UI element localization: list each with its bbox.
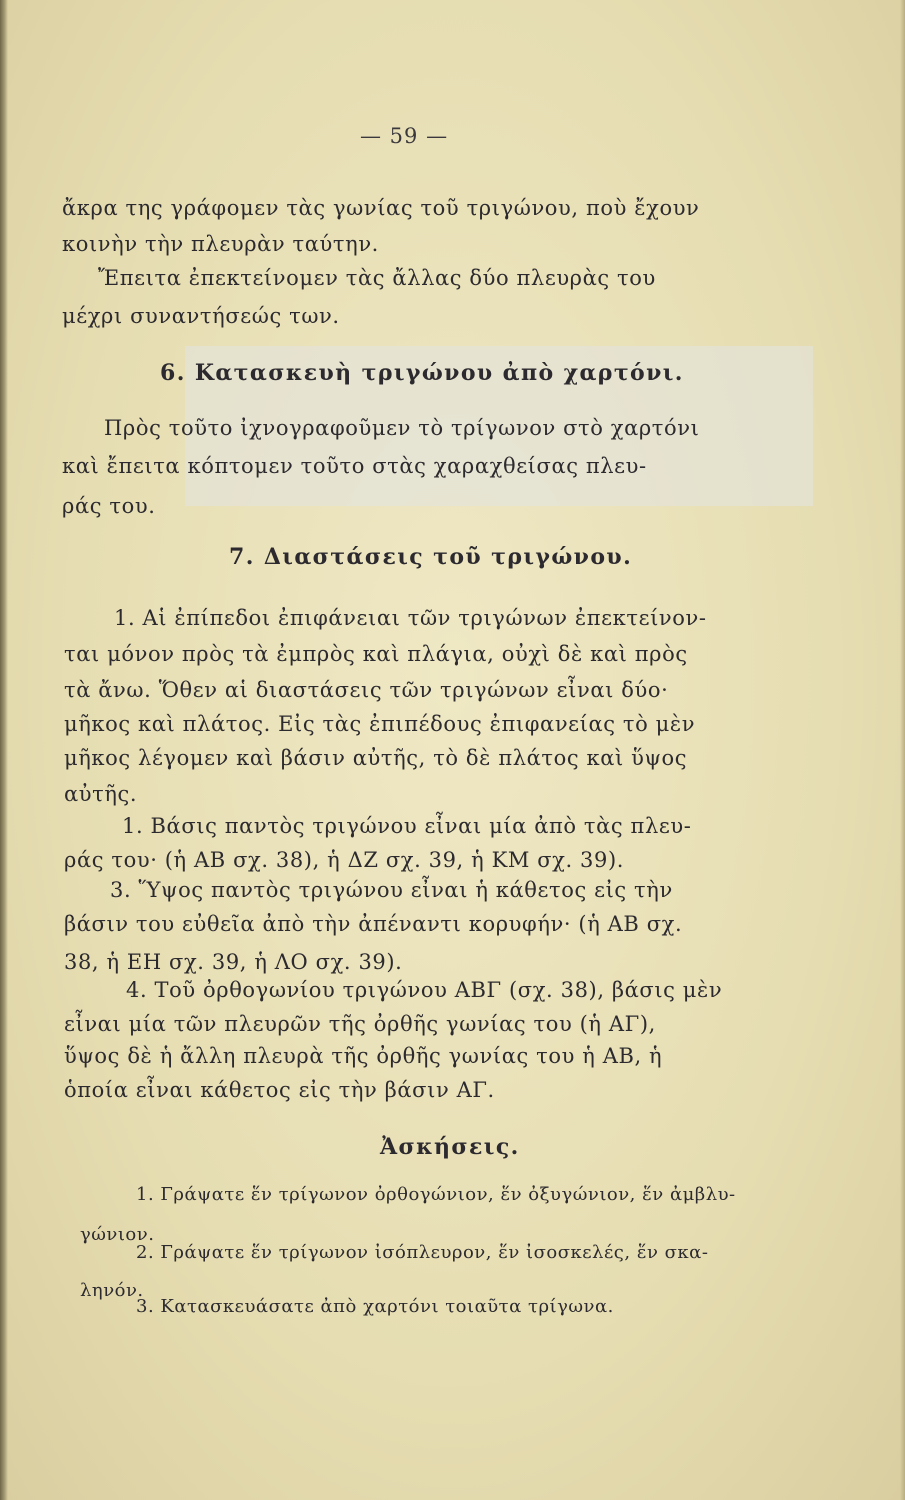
exercise-line: ληνόν. xyxy=(80,1280,144,1301)
section7-line: τὰ ἄνω. Ὅθεν αἱ διαστάσεις τῶν τριγώνων εἶναι δύο· xyxy=(64,678,669,702)
exercise-line: γώνιον. xyxy=(80,1224,155,1245)
section7-line: 3. Ὕψος παντὸς τριγώνου εἶναι ἡ κάθετος εἰς τὴν xyxy=(110,878,673,902)
page-right-edge xyxy=(900,0,905,1500)
exercises-heading: Ἀσκήσεις. xyxy=(380,1134,520,1160)
intro-line: ἄκρα της γράφομεν τὰς γωνίας τοῦ τριγώνου, ποὺ ἔχουν xyxy=(62,196,700,220)
page-number: — 59 — xyxy=(360,124,449,148)
section7-line: 4. Τοῦ ὀρθογωνίου τριγώνου ΑΒΓ (σχ. 38), βάσις μὲν xyxy=(126,978,723,1002)
section7-line: ράς του· (ἡ ΑΒ σχ. 38), ἡ ΔΖ σχ. 39, ἡ ΚΜ σχ. 39). xyxy=(64,848,625,872)
exercise-line: 3. Κατασκευάσατε ἀπὸ χαρτόνι τοιαῦτα τρίγωνα. xyxy=(136,1296,614,1317)
section7-line: ται μόνον πρὸς τὰ ἐμπρὸς καὶ πλάγια, οὐχὶ δὲ καὶ πρὸς xyxy=(64,642,688,666)
section7-line: 1. Αἱ ἐπίπεδοι ἐπιφάνειαι τῶν τριγώνων ἐπεκτείνον- xyxy=(114,606,707,630)
section6-line: Πρὸς τοῦτο ἰχνογραφοῦμεν τὸ τρίγωνον στὸ χαρτόνι xyxy=(104,416,700,440)
section7-line: 38, ἡ ΕΗ σχ. 39, ἡ ΛΟ σχ. 39). xyxy=(64,950,403,974)
section7-line: βάσιν του εὐθεῖα ἀπὸ τὴν ἀπέναντι κορυφήν· (ἡ ΑΒ σχ. xyxy=(64,912,683,936)
section7-heading: 7. Διαστάσεις τοῦ τριγώνου. xyxy=(229,544,633,570)
section7-line: αὐτῆς. xyxy=(64,782,138,806)
exercise-line: 1. Γράψατε ἕν τρίγωνον ὀρθογώνιον, ἕν ὀξυγώνιον, ἕν ἀμβλυ- xyxy=(136,1184,736,1205)
section7-line: ὁποία εἶναι κάθετος εἰς τὴν βάσιν ΑΓ. xyxy=(64,1078,495,1102)
section7-line: μῆκος καὶ πλάτος. Εἰς τὰς ἐπιπέδους ἐπιφανείας τὸ μὲν xyxy=(64,712,696,736)
exercise-line: 2. Γράψατε ἕν τρίγωνον ἰσόπλευρον, ἕν ἰσοσκελές, ἕν σκα- xyxy=(136,1242,709,1263)
page-binding-edge xyxy=(0,0,8,1500)
section7-line: εἶναι μία τῶν πλευρῶν τῆς ὀρθῆς γωνίας του (ἡ ΑΓ), xyxy=(64,1012,656,1036)
intro-line: κοινὴν τὴν πλευρὰν ταύτην. xyxy=(62,232,379,256)
section7-line: 1. Βάσις παντὸς τριγώνου εἶναι μία ἀπὸ τὰς πλευ- xyxy=(122,814,692,838)
intro-line: Ἔπειτα ἐπεκτείνομεν τὰς ἄλλας δύο πλευρὰς του xyxy=(98,266,656,290)
section6-line: ράς του. xyxy=(62,494,156,518)
section7-line: ὕψος δὲ ἡ ἄλλη πλευρὰ τῆς ὀρθῆς γωνίας του ἡ ΑΒ, ἡ xyxy=(64,1044,663,1068)
section6-line: καὶ ἔπειτα κόπτομεν τοῦτο στὰς χαραχθείσας πλευ- xyxy=(62,454,647,478)
section7-line: μῆκος λέγομεν καὶ βάσιν αὐτῆς, τὸ δὲ πλάτος καὶ ὕψος xyxy=(64,746,688,770)
section6-heading: 6. Κατασκευὴ τριγώνου ἀπὸ χαρτόνι. xyxy=(160,360,684,386)
intro-line: μέχρι συναντήσεώς των. xyxy=(62,304,340,328)
